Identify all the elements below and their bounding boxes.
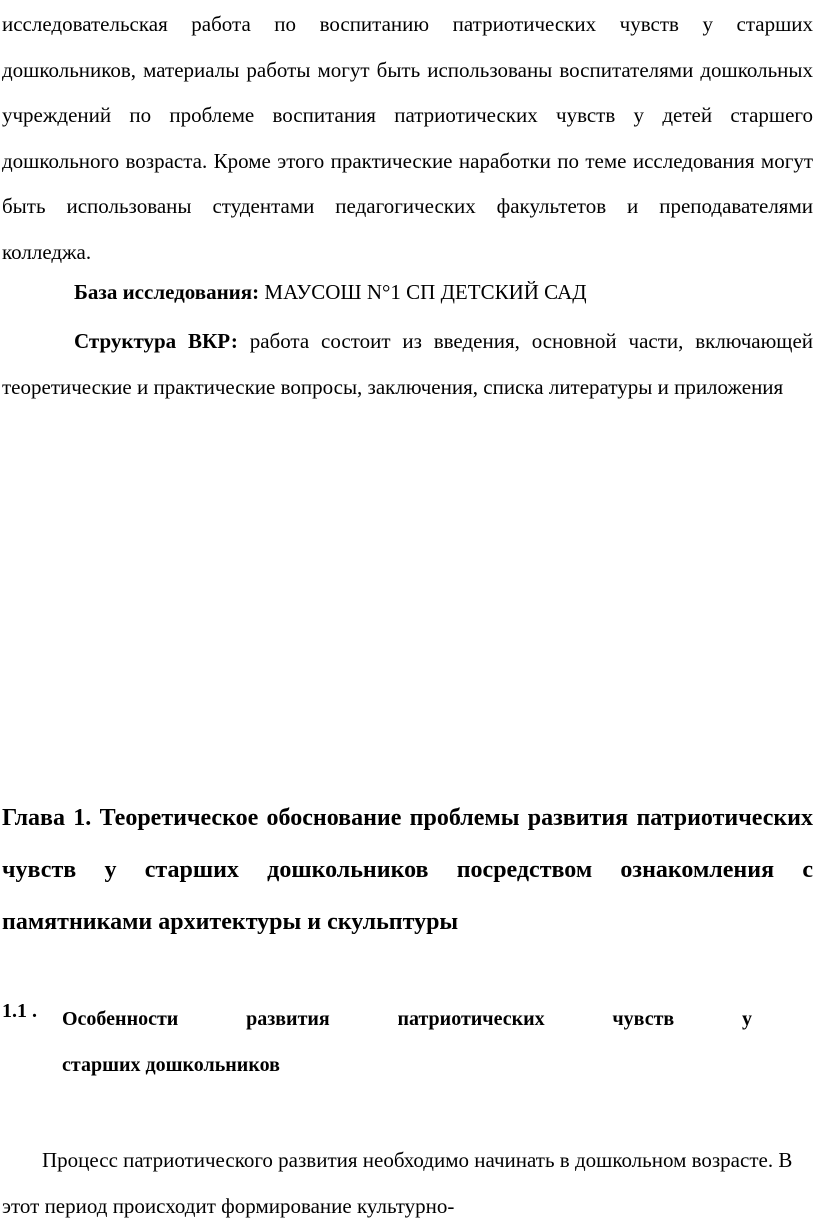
structure-label: Структура ВКР: <box>74 329 238 353</box>
section-number: 1.1 . <box>2 1000 37 1022</box>
research-base-value: МАУСОШ N°1 СП ДЕТСКИЙ САД <box>264 280 587 304</box>
section-title-word: патриотических <box>397 1008 545 1030</box>
structure-paragraph <box>2 319 813 410</box>
section-title <box>62 996 752 1088</box>
section-title-line-2: старших дошкольников <box>62 1054 280 1076</box>
section-title-word: Особенности <box>62 1008 179 1030</box>
structure-value: работа состоит из введения, основной части, включающей теоретические и практические вопросы, заключения, списка литературы и приложения <box>2 329 813 399</box>
process-paragraph: Процесс патриотического развития необходимо начинать в дошкольном возрасте. В этот период происходит формирование культурно- <box>2 1148 793 1218</box>
section-title-word: у <box>741 1008 752 1030</box>
intro-paragraph: исследовательская работа по воспитанию патриотических чувств у старших дошкольников, материалы работы могут быть использованы воспитателями дошкольных учреждений по проблеме воспитания патриотических чувств у детей старшего дошкольного возраста. Кроме этого практические наработки по теме исследования могут быть использованы студентами педагогических факультетов и преподавателями колледжа. <box>2 12 813 264</box>
research-base-line <box>74 272 813 312</box>
section-title-word: чувств <box>612 1008 675 1030</box>
section-title-word: развития <box>246 1008 330 1030</box>
section-title-line-1 <box>62 996 752 1042</box>
research-base-label: База исследования: <box>74 280 260 304</box>
chapter-heading: Глава 1. Теоретическое обоснование проблемы развития патриотических чувств у старших дошкольников посредством ознакомления с памятниками архитектуры и скульптуры <box>2 805 813 935</box>
